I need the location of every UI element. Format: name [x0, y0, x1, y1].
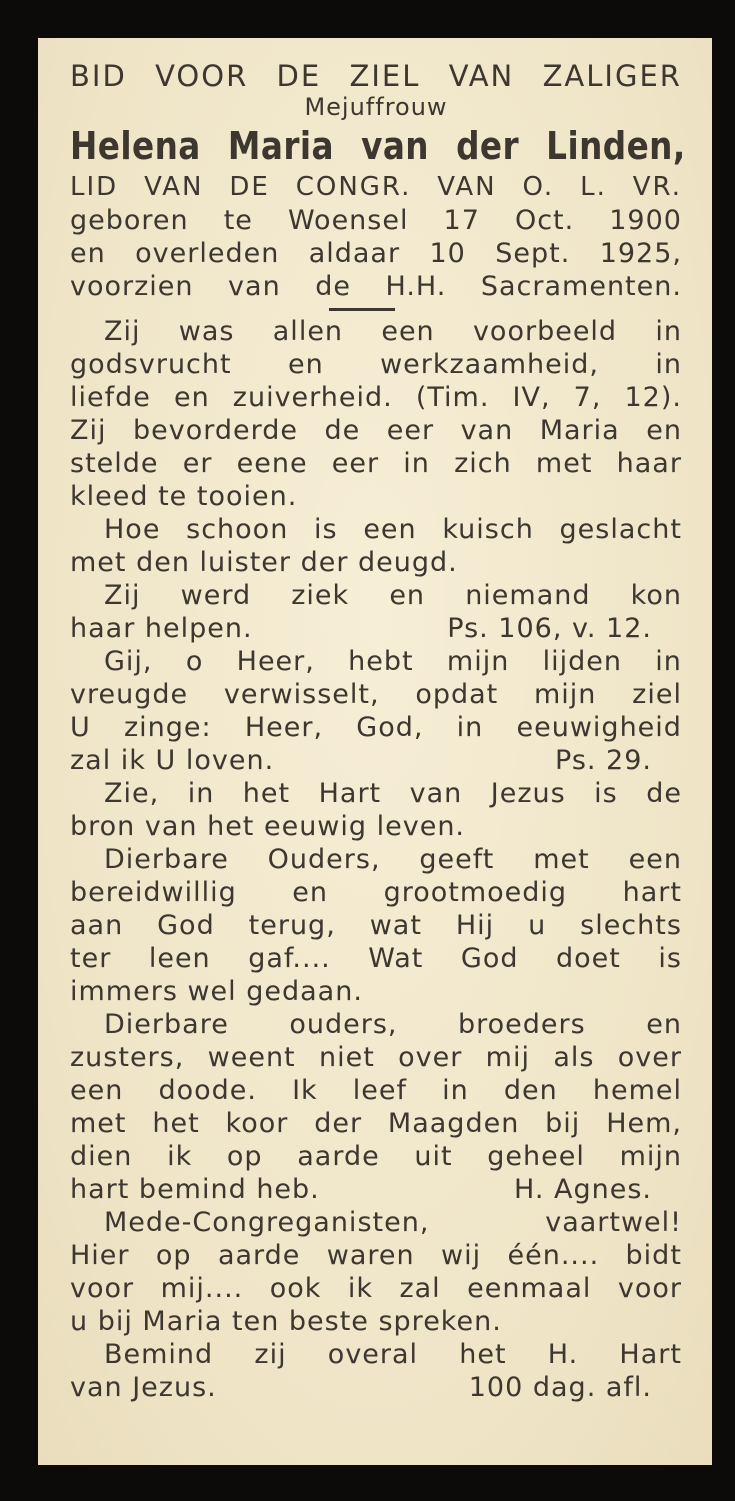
body-line: [70, 975, 682, 1008]
word: koor: [225, 1108, 289, 1139]
word: vreugde: [70, 679, 189, 710]
word: ZIEL: [349, 59, 421, 93]
word: Wat: [368, 943, 424, 974]
body-line: [70, 1041, 682, 1074]
body-line-text: u bij Maria ten beste spreken.: [70, 1306, 502, 1337]
header-line: [70, 60, 682, 93]
word: bidt: [625, 1240, 682, 1271]
word: 12).: [624, 382, 682, 413]
body-line: [70, 480, 682, 513]
word: slechts: [580, 910, 682, 941]
word: de: [646, 778, 682, 809]
intro-line: [70, 270, 682, 303]
word: Ik: [292, 1075, 318, 1106]
word: een: [363, 514, 417, 545]
word: VR.: [632, 172, 682, 202]
word: de: [315, 271, 351, 302]
word: VOOR: [155, 59, 249, 93]
body-line: [70, 579, 682, 612]
word: met: [533, 844, 590, 875]
word: van: [361, 124, 430, 168]
word: schoon: [186, 514, 289, 545]
word: mijn: [619, 1141, 682, 1172]
word: 10: [429, 238, 466, 269]
word: bereidwillig: [70, 877, 237, 908]
word: mij: [485, 1042, 530, 1073]
body-line: [70, 645, 682, 678]
body-text: [70, 315, 682, 1404]
word: wij: [441, 1240, 482, 1271]
word: Heer,: [244, 712, 324, 743]
word: Linden,: [546, 124, 686, 168]
word: niemand: [465, 580, 591, 611]
word: zal: [399, 1273, 441, 1304]
word: Zij: [104, 580, 141, 611]
word: in: [403, 448, 430, 479]
word: lijden: [542, 646, 622, 677]
body-line: [70, 612, 682, 645]
word: VAN: [448, 59, 515, 93]
body-line: [70, 315, 682, 348]
body-line-text: hart bemind heb.: [70, 1174, 320, 1205]
word: der: [456, 124, 520, 168]
word: bij: [545, 1108, 581, 1139]
body-line: [70, 1338, 682, 1371]
word: LID: [70, 172, 119, 202]
word: over: [398, 1042, 463, 1073]
word: hemel: [592, 1075, 682, 1106]
word: mijn: [446, 646, 510, 677]
body-line: [70, 546, 682, 579]
word: Sacramenten.: [480, 271, 682, 302]
word: eer: [386, 415, 435, 446]
word: met: [70, 1108, 127, 1139]
word: een: [628, 844, 682, 875]
word: voor: [70, 1273, 135, 1304]
word: DE: [276, 59, 322, 93]
word: H.H.: [385, 271, 447, 302]
word: zinge:: [123, 712, 212, 743]
word: kuisch: [442, 514, 534, 545]
word: 1925,: [599, 238, 682, 269]
word: Gij,: [104, 646, 153, 677]
word: aarde: [217, 1240, 301, 1271]
word: van: [228, 271, 281, 302]
word: ziek: [291, 580, 350, 611]
body-line: [70, 711, 682, 744]
word: geheel: [487, 1141, 585, 1172]
word: eenmaal: [467, 1273, 592, 1304]
word: een: [381, 316, 435, 347]
word: en: [646, 415, 682, 446]
word: een: [70, 1075, 124, 1106]
word: gaf....: [248, 943, 331, 974]
word: geeft: [419, 844, 495, 875]
word: ziel: [632, 679, 682, 710]
word: grootmoedig: [383, 877, 568, 908]
word: waren: [326, 1240, 415, 1271]
word: God,: [356, 712, 424, 743]
word: van: [409, 778, 463, 809]
word: terug,: [248, 910, 336, 941]
word: Helena: [70, 124, 201, 168]
body-line-text: met den luister der deugd.: [70, 547, 458, 578]
word: L.: [580, 172, 607, 202]
word: Hier: [70, 1240, 130, 1271]
word: haar: [616, 448, 682, 479]
body-line-text: kleed te tooien.: [70, 481, 298, 512]
body-line: [70, 744, 682, 777]
word: Dierbare: [104, 844, 229, 875]
word: liefde: [70, 382, 151, 413]
word: en: [389, 580, 426, 611]
word: voorbeeld: [472, 316, 618, 347]
word: vaartwel!: [545, 1207, 682, 1238]
body-line: [70, 513, 682, 546]
body-line-text: van Jezus.: [70, 1372, 217, 1403]
body-line: [70, 942, 682, 975]
word: God: [460, 943, 519, 974]
body-line: [70, 1371, 682, 1404]
word: aan: [70, 910, 124, 941]
word: hart: [622, 877, 682, 908]
word: Heer,: [236, 646, 315, 677]
word: aarde: [297, 1141, 380, 1172]
word: met: [535, 448, 593, 479]
word: in: [187, 778, 215, 809]
body-line: [70, 1074, 682, 1107]
word: in: [456, 712, 484, 743]
word: der: [314, 1108, 363, 1139]
word: bevorderde: [133, 415, 298, 446]
word: Bemind: [104, 1339, 214, 1370]
body-line: [70, 810, 682, 843]
word: opdat: [415, 679, 499, 710]
word: zusters,: [70, 1042, 185, 1073]
word: (Tim.: [415, 382, 490, 413]
word: en: [287, 349, 324, 380]
memorial-card: [38, 38, 712, 1465]
word: geboren: [70, 205, 189, 236]
word: ZALIGER: [542, 59, 682, 93]
word: Maria: [227, 124, 334, 168]
word: in: [655, 349, 682, 380]
body-line: [70, 1239, 682, 1272]
body-line: [70, 909, 682, 942]
word: eer: [331, 448, 380, 479]
word: Mede-Congreganisten,: [104, 1207, 430, 1238]
word: aldaar: [308, 238, 401, 269]
word: allen: [272, 316, 344, 347]
word: eene: [236, 448, 308, 479]
word: ook: [269, 1273, 322, 1304]
word: werkzaamheid,: [380, 349, 600, 380]
word: en: [70, 238, 106, 269]
word: BID: [70, 59, 127, 93]
body-line: [70, 1305, 682, 1338]
word: in: [442, 1075, 469, 1106]
citation: Ps. 106, v. 12.: [447, 613, 652, 644]
body-line: [70, 1140, 682, 1173]
word: H.: [547, 1339, 579, 1370]
word: doode.: [158, 1075, 257, 1106]
word: O.: [522, 172, 555, 202]
word: ter: [70, 943, 112, 974]
word: Zij: [70, 415, 107, 446]
word: is: [658, 943, 682, 974]
word: mij....: [160, 1273, 244, 1304]
word: het: [459, 1339, 507, 1370]
word: 1900: [609, 205, 682, 236]
word: werd: [180, 580, 252, 611]
word: van: [460, 415, 514, 446]
intro-line: [70, 237, 682, 270]
word: U: [70, 712, 91, 743]
word: op: [226, 1141, 263, 1172]
body-line: [70, 1272, 682, 1305]
body-line: [70, 876, 682, 909]
word: Dierbare: [104, 1009, 229, 1040]
word: leen: [148, 943, 211, 974]
word: in: [655, 646, 682, 677]
word: God: [157, 910, 215, 941]
word: doet: [556, 943, 621, 974]
body-line: [70, 348, 682, 381]
word: verwisselt,: [223, 679, 380, 710]
word: Oct.: [514, 205, 575, 236]
word: VAN: [437, 172, 497, 202]
word: ik: [347, 1273, 373, 1304]
word: geslacht: [559, 514, 682, 545]
word: eeuwigheid: [516, 712, 682, 743]
word: te: [223, 205, 253, 236]
body-line: [70, 1206, 682, 1239]
word: zuiverheid.: [232, 382, 393, 413]
body-line: [70, 381, 682, 414]
word: den: [503, 1075, 558, 1106]
word: Ouders,: [267, 844, 381, 875]
word: Woensel: [287, 205, 409, 236]
word: 7,: [573, 382, 602, 413]
word: stelde: [70, 448, 159, 479]
body-line: [70, 777, 682, 810]
word: er: [182, 448, 213, 479]
word: mijn: [534, 679, 597, 710]
body-line-text: immers wel gedaan.: [70, 976, 363, 1007]
word: godsvrucht: [70, 349, 232, 380]
word: en: [292, 877, 329, 908]
word: Maagden: [387, 1108, 520, 1139]
deceased-name: [70, 121, 686, 171]
word: is: [314, 514, 338, 545]
word: IV,: [512, 382, 551, 413]
word: Hart: [318, 778, 382, 809]
word: Hij: [455, 910, 495, 941]
word: u: [528, 910, 547, 941]
word: Hart: [619, 1339, 682, 1370]
body-line: [70, 447, 682, 480]
word: niet: [318, 1042, 375, 1073]
body-line: [70, 1107, 682, 1140]
word: kon: [630, 580, 682, 611]
word: op: [155, 1240, 192, 1271]
body-line-text: haar helpen.: [70, 613, 253, 644]
body-line: [70, 414, 682, 447]
word: dien: [70, 1141, 133, 1172]
word: wat: [369, 910, 422, 941]
intro-line: [70, 204, 682, 237]
word: Jezus: [490, 778, 566, 809]
word: CONGR.: [295, 172, 412, 202]
word: is: [594, 778, 618, 809]
word: ik: [167, 1141, 193, 1172]
word: zich: [454, 448, 512, 479]
word: VAN: [144, 172, 204, 202]
body-line-text: bron van het eeuwig leven.: [70, 811, 466, 842]
word: Zie,: [104, 778, 160, 809]
citation: H. Agnes.: [514, 1174, 652, 1205]
word: in: [655, 316, 682, 347]
body-line: [70, 678, 682, 711]
word: uit: [414, 1141, 453, 1172]
word: was: [178, 316, 235, 347]
word: leef: [352, 1075, 408, 1106]
word: het: [242, 778, 291, 809]
word: weent: [207, 1042, 296, 1073]
word: Sept.: [495, 238, 571, 269]
word: en: [646, 1009, 682, 1040]
word: DE: [229, 172, 270, 202]
citation: Ps. 29.: [555, 745, 652, 776]
word: voorzien: [70, 271, 194, 302]
word: en: [173, 382, 210, 413]
word: één....: [507, 1240, 600, 1271]
word: overal: [327, 1339, 419, 1370]
body-line: [70, 1008, 682, 1041]
word: als: [553, 1042, 595, 1073]
intro-line: [70, 171, 682, 204]
body-line-text: zal ik U loven.: [70, 745, 275, 776]
citation: 100 dag. afl.: [468, 1372, 652, 1403]
body-line: [70, 843, 682, 876]
word: het: [152, 1108, 200, 1139]
title-prefix: Mejuffrouw: [304, 93, 448, 121]
word: overleden: [135, 238, 280, 269]
word: Zij: [104, 316, 141, 347]
divider-rule: [329, 308, 395, 311]
word: Maria: [539, 415, 620, 446]
word: hebt: [348, 646, 414, 677]
word: de: [324, 415, 361, 446]
word: ouders,: [289, 1009, 398, 1040]
word: Hem,: [606, 1108, 682, 1139]
word: broeders: [458, 1009, 586, 1040]
word: Hoe: [104, 514, 161, 545]
word: over: [617, 1042, 682, 1073]
word: 17: [443, 205, 480, 236]
word: o: [185, 646, 204, 677]
word: voor: [617, 1273, 682, 1304]
body-line: [70, 1173, 682, 1206]
intro-block: [70, 171, 682, 303]
word: zij: [254, 1339, 287, 1370]
